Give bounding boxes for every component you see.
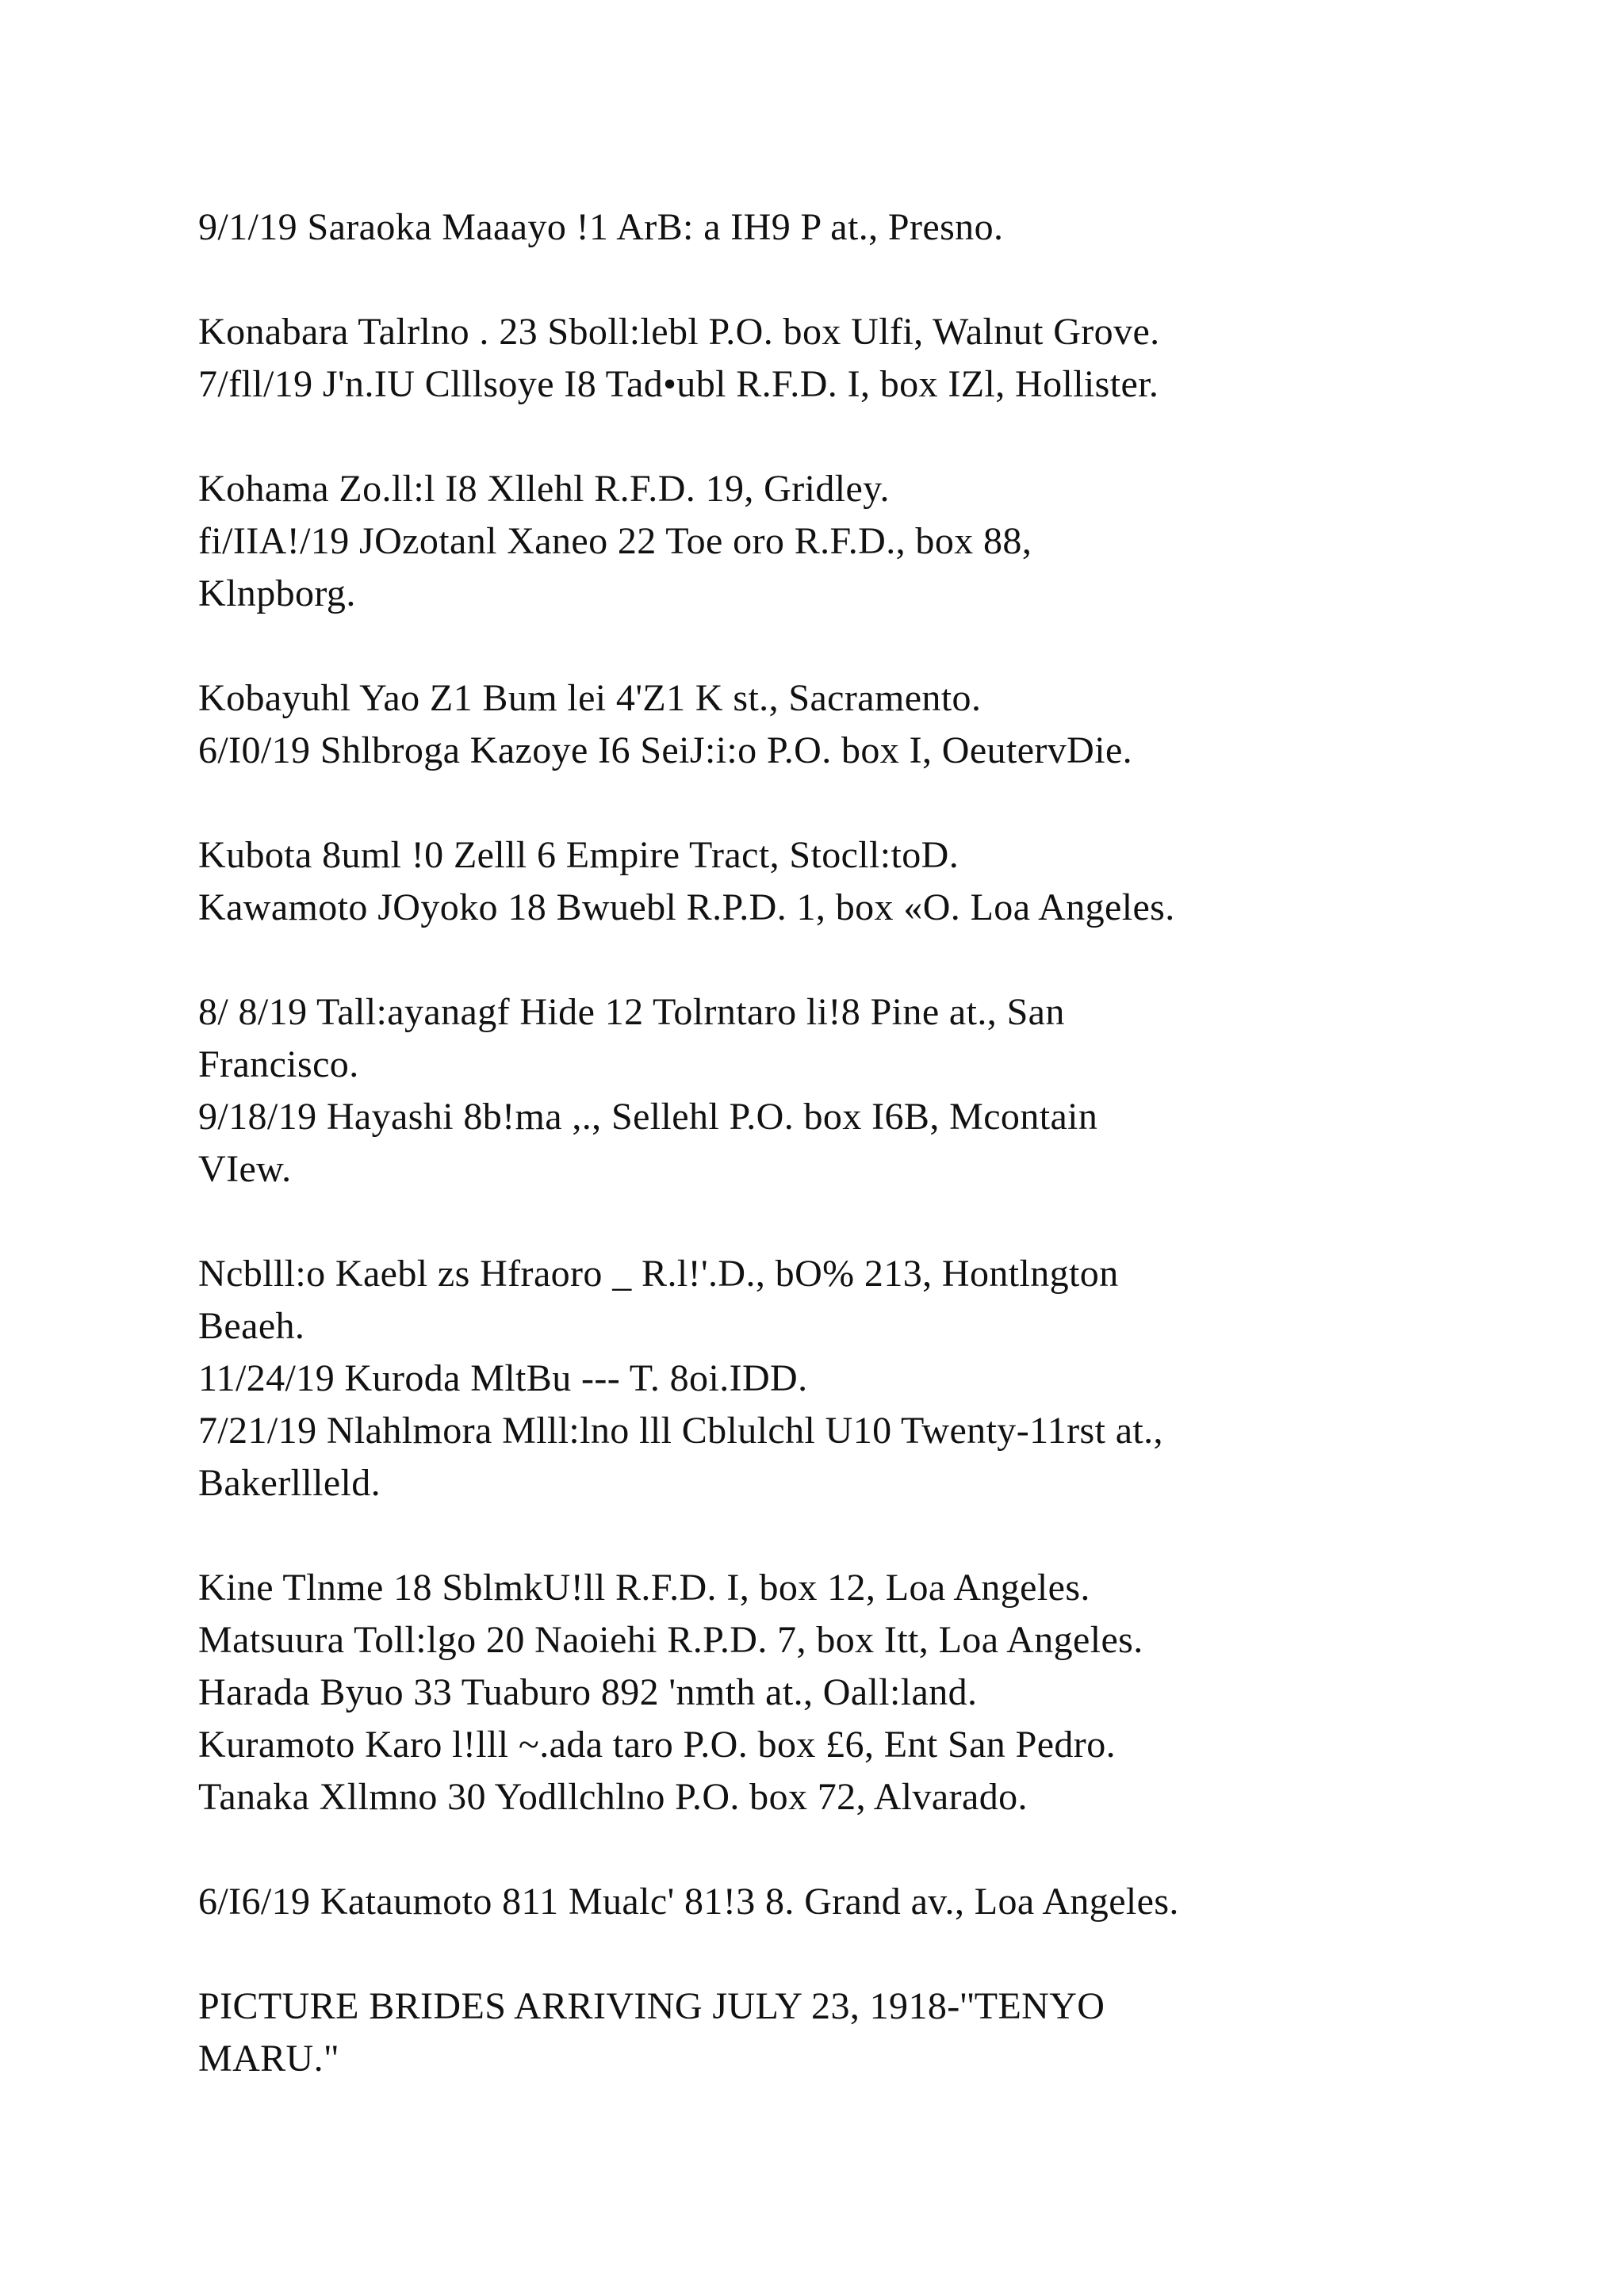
paragraph [198, 829, 1451, 934]
text-line: fi/IIA!/19 JOzotanl Xaneo 22 Toe oro R.F.D., box 88, [198, 520, 1032, 562]
text-line: Harada Byuo 33 Tuaburo 892 'nmth at., Oall:land. [198, 1671, 978, 1713]
paragraph [198, 672, 1451, 777]
text-line: Kuramoto Karo l!lll ~.ada taro P.O. box £6, Ent San Pedro. [198, 1724, 1116, 1766]
text-line: 7/21/19 Nlahlmora Mlll:lno lll Cblulchl U10 Twenty-11rst at., [198, 1410, 1163, 1452]
text-line: Beaeh. [198, 1305, 305, 1347]
text-line: 9/18/19 Hayashi 8b!ma ,., Sellehl P.O. box I6B, Mcontain [198, 1096, 1098, 1138]
text-line: Kubota 8uml !0 Zelll 6 Empire Tract, Stocll:toD. [198, 834, 959, 876]
text-line: Kine Tlnme 18 SblmkU!ll R.F.D. I, box 12, Loa Angeles. [198, 1567, 1090, 1609]
text-line: 7/fll/19 J'n.IU Clllsoye I8 Tad•ubl R.F.D. I, box IZl, Hollister. [198, 363, 1159, 405]
text-line: Bakerllleld. [198, 1462, 381, 1504]
text-line: Francisco. [198, 1043, 359, 1085]
text-line: MARU." [198, 2038, 340, 2080]
text-line: Tanaka Xllmno 30 Yodllchlno P.O. box 72, Alvarado. [198, 1776, 1028, 1818]
section-heading [198, 1980, 1451, 2085]
text-line: Matsuura Toll:lgo 20 Naoiehi R.P.D. 7, box Itt, Loa Angeles. [198, 1619, 1143, 1661]
text-line: 9/1/19 Saraoka Maaayo !1 ArB: a IH9 P at., Presno. [198, 206, 1004, 248]
text-line: VIew. [198, 1148, 292, 1190]
paragraph [198, 1562, 1451, 1823]
text-line: 11/24/19 Kuroda MltBu --- T. 8oi.IDD. [198, 1357, 808, 1399]
text-line: Klnpborg. [198, 572, 356, 614]
text-line: Kobayuhl Yao Z1 Bum lei 4'Z1 K st., Sacramento. [198, 677, 982, 719]
text-line: PICTURE BRIDES ARRIVING JULY 23, 1918-''TENYO [198, 1985, 1105, 2027]
paragraph [198, 463, 1451, 620]
text-line: 6/I0/19 Shlbroga Kazoye I6 SeiJ:i:o P.O. box I, OeutervDie. [198, 729, 1133, 771]
paragraph [198, 306, 1451, 411]
text-line: Kawamoto JOyoko 18 Bwuebl R.P.D. 1, box «O. Loa Angeles. [198, 886, 1175, 928]
paragraph [198, 986, 1451, 1196]
paragraph [198, 201, 1451, 254]
text-line: Ncblll:o Kaebl zs Hfraoro _ R.l!'.D., bO% 213, Hontlngton [198, 1253, 1119, 1295]
paragraph [198, 1248, 1451, 1510]
text-line: 6/I6/19 Kataumoto 811 Mualc' 81!3 8. Grand av., Loa Angeles. [198, 1881, 1179, 1923]
text-line: Kohama Zo.ll:l I8 Xllehl R.F.D. 19, Gridley. [198, 468, 890, 510]
text-body [198, 201, 1451, 2137]
text-line: 8/ 8/19 Tall:ayanagf Hide 12 Tolrntaro li!8 Pine at., San [198, 991, 1065, 1033]
paragraph [198, 1876, 1451, 1928]
text-line: Konabara Talrlno . 23 Sboll:lebl P.O. box Ulfi, Walnut Grove. [198, 311, 1160, 353]
